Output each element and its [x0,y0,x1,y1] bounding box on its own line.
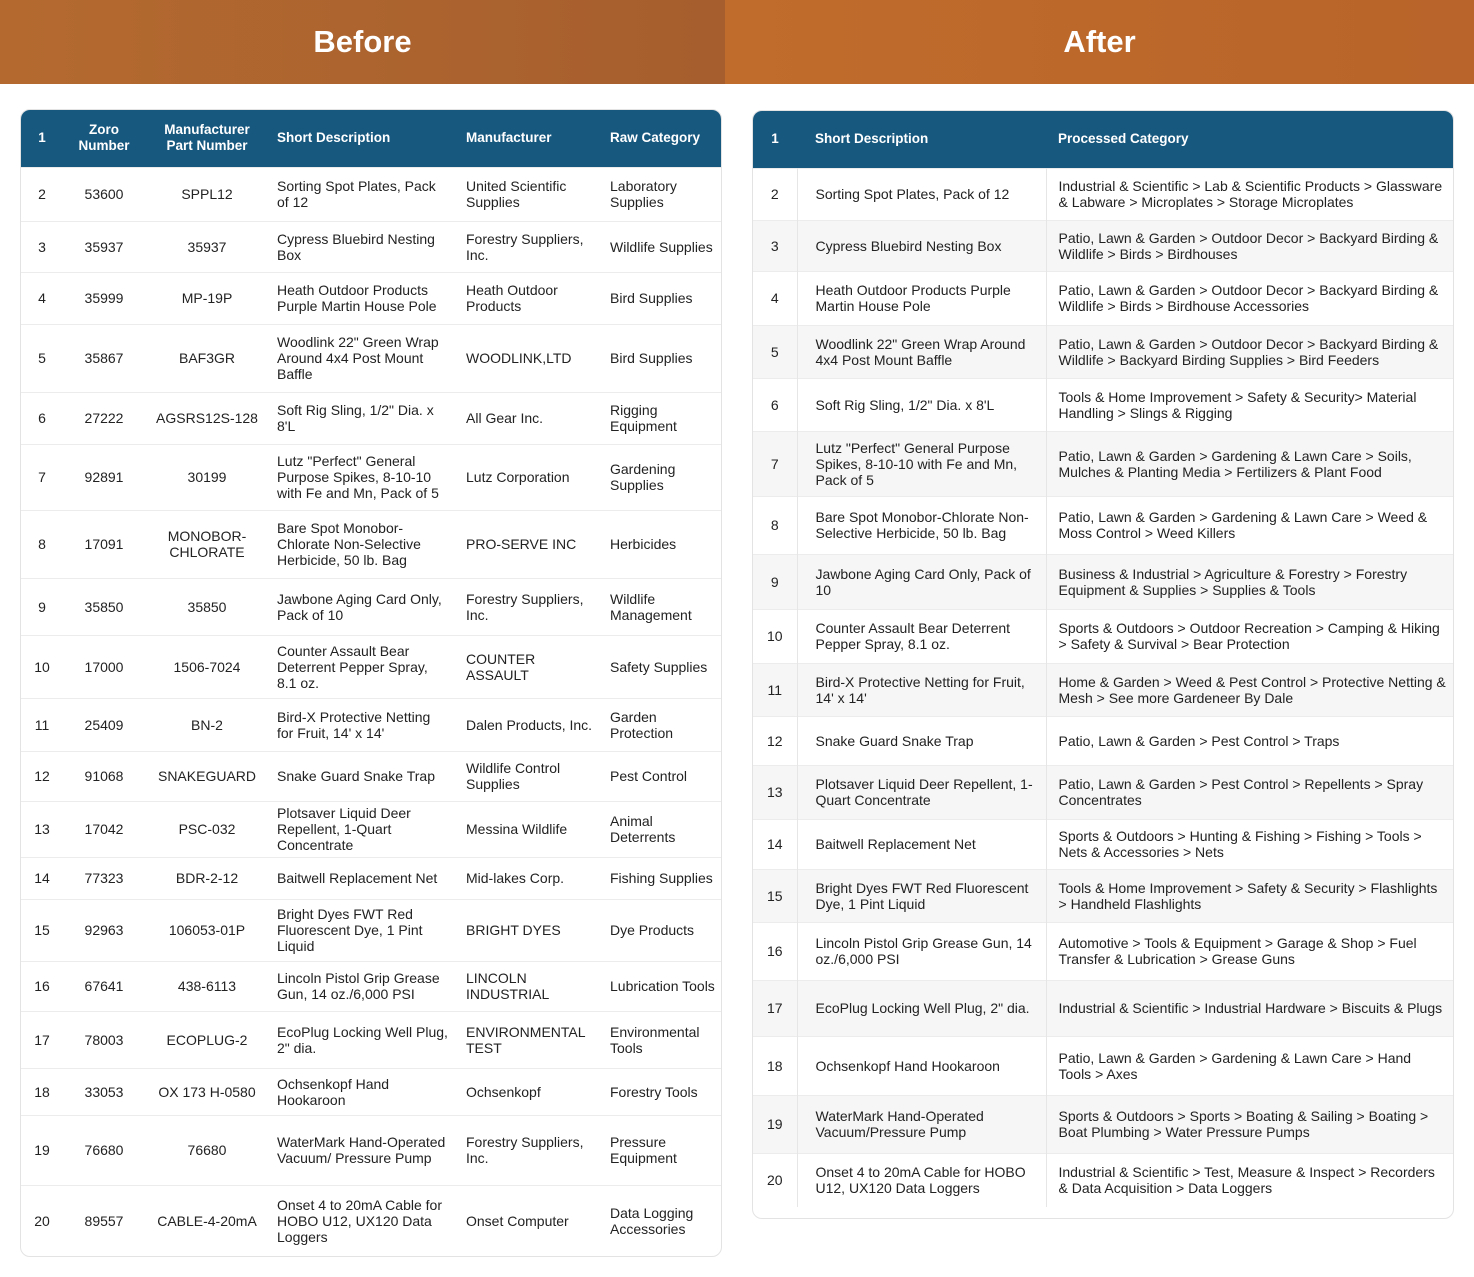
table-row [21,1185,722,1257]
processed-category: Sports & Outdoors > Outdoor Recreation > Camping & Hiking > Safety & Survival > Bear Protection [1046,609,1454,663]
manufacturer: Forestry Suppliers, Inc. [458,221,602,272]
processed-category: Industrial & Scientific > Test, Measure & Inspect > Recorders & Data Acquisition > Data Loggers [1046,1153,1454,1207]
row-number: 19 [753,1095,797,1153]
raw-category: Gardening Supplies [602,444,722,510]
table-row [753,325,1454,378]
after-header-row [753,111,1454,168]
table-row [753,609,1454,663]
zoro-number: 76680 [63,1115,145,1185]
row-number: 13 [21,801,63,857]
short-description: Lutz "Perfect" General Purpose Spikes, 8-10-10 with Fe and Mn, Pack of 5 [797,431,1046,496]
row-number: 6 [753,378,797,431]
manufacturer: Ochsenkopf [458,1068,602,1115]
table-row [753,1095,1454,1153]
row-number: 11 [21,698,63,751]
zoro-number: 92963 [63,899,145,961]
table-row [21,1068,722,1115]
processed-category: Patio, Lawn & Garden > Outdoor Decor > Backyard Birding & Wildlife > Birds > Birdhouses [1046,220,1454,271]
header-num: 1 [38,130,46,146]
table-row [753,220,1454,271]
short-description: Bird-X Protective Netting for Fruit, 14' x 14' [797,663,1046,716]
zoro-number: 33053 [63,1068,145,1115]
zoro-number: 77323 [63,857,145,899]
row-number: 16 [21,961,63,1011]
short-description: Sorting Spot Plates, Pack of 12 [797,168,1046,220]
manufacturer: Mid-lakes Corp. [458,857,602,899]
manufacturer-part-number: 438-6113 [145,961,269,1011]
table-row [21,578,722,635]
table-row [21,857,722,899]
zoro-number: 92891 [63,444,145,510]
header-raw-category: Raw Category [610,130,701,146]
manufacturer: Forestry Suppliers, Inc. [458,1115,602,1185]
zoro-number: 67641 [63,961,145,1011]
short-description: Bright Dyes FWT Red Fluorescent Dye, 1 Pint Liquid [797,869,1046,922]
table-row [21,324,722,392]
zoro-number: 53600 [63,167,145,221]
header-short-description: Short Description [815,131,929,147]
manufacturer: United Scientific Supplies [458,167,602,221]
short-description: Jawbone Aging Card Only, Pack of 10 [797,554,1046,609]
short-description: Counter Assault Bear Deterrent Pepper Spray, 8.1 oz. [797,609,1046,663]
manufacturer: WOODLINK,LTD [458,324,602,392]
table-row [753,431,1454,496]
raw-category: Safety Supplies [602,635,722,698]
zoro-number: 35867 [63,324,145,392]
raw-category: Wildlife Management [602,578,722,635]
processed-category: Patio, Lawn & Garden > Outdoor Decor > Backyard Birding & Wildlife > Birds > Birdhouse Accessories [1046,271,1454,325]
table-row [21,751,722,801]
after-banner [725,0,1474,84]
manufacturer-part-number: OX 173 H-0580 [145,1068,269,1115]
processed-category: Patio, Lawn & Garden > Gardening & Lawn Care > Soils, Mulches & Planting Media > Fertilizers & Plant Food [1046,431,1454,496]
header-manufacturer-part-number: Manufacturer Part Number [164,122,250,154]
table-row [21,167,722,221]
manufacturer: COUNTER ASSAULT [458,635,602,698]
manufacturer-part-number: SNAKEGUARD [145,751,269,801]
short-description: Woodlink 22" Green Wrap Around 4x4 Post Mount Baffle [797,325,1046,378]
table-row [753,980,1454,1036]
manufacturer-part-number: PSC-032 [145,801,269,857]
table-row [753,663,1454,716]
short-description: Onset 4 to 20mA Cable for HOBO U12, UX120 Data Loggers [269,1185,458,1257]
short-description: Bird-X Protective Netting for Fruit, 14' x 14' [269,698,458,751]
table-row [21,698,722,751]
row-number: 17 [753,980,797,1036]
manufacturer-part-number: 30199 [145,444,269,510]
manufacturer: Messina Wildlife [458,801,602,857]
row-number: 14 [21,857,63,899]
manufacturer: ENVIRONMENTAL TEST [458,1011,602,1068]
raw-category: Rigging Equipment [602,392,722,444]
row-number: 19 [21,1115,63,1185]
row-number: 8 [21,510,63,578]
raw-category: Pressure Equipment [602,1115,722,1185]
raw-category: Bird Supplies [602,272,722,324]
processed-category: Patio, Lawn & Garden > Outdoor Decor > Backyard Birding & Wildlife > Backyard Birding Supplies > Bird Feeders [1046,325,1454,378]
short-description: Lutz "Perfect" General Purpose Spikes, 8-10-10 with Fe and Mn, Pack of 5 [269,444,458,510]
row-number: 2 [753,168,797,220]
short-description: Lincoln Pistol Grip Grease Gun, 14 oz./6,000 PSI [269,961,458,1011]
row-number: 7 [753,431,797,496]
short-description: EcoPlug Locking Well Plug, 2" dia. [269,1011,458,1068]
table-row [753,716,1454,765]
raw-category: Data Logging Accessories [602,1185,722,1257]
short-description: Plotsaver Liquid Deer Repellent, 1-Quart Concentrate [797,765,1046,819]
zoro-number: 35937 [63,221,145,272]
table-row [753,869,1454,922]
processed-category: Tools & Home Improvement > Safety & Security> Material Handling > Slings & Rigging [1046,378,1454,431]
manufacturer: Onset Computer [458,1185,602,1257]
processed-category: Patio, Lawn & Garden > Pest Control > Repellents > Spray Concentrates [1046,765,1454,819]
short-description: Plotsaver Liquid Deer Repellent, 1-Quart Concentrate [269,801,458,857]
zoro-number: 17000 [63,635,145,698]
row-number: 2 [21,167,63,221]
table-row [753,819,1454,869]
before-title: Before [313,24,412,59]
short-description: Lincoln Pistol Grip Grease Gun, 14 oz./6,000 PSI [797,922,1046,980]
short-description: Snake Guard Snake Trap [269,751,458,801]
table-row [21,1011,722,1068]
short-description: Baitwell Replacement Net [269,857,458,899]
row-number: 20 [753,1153,797,1207]
raw-category: Dye Products [602,899,722,961]
manufacturer: LINCOLN INDUSTRIAL [458,961,602,1011]
raw-category: Animal Deterrents [602,801,722,857]
processed-category: Patio, Lawn & Garden > Pest Control > Traps [1046,716,1454,765]
processed-category: Patio, Lawn & Garden > Gardening & Lawn Care > Hand Tools > Axes [1046,1036,1454,1095]
row-number: 14 [753,819,797,869]
row-number: 4 [21,272,63,324]
row-number: 12 [21,751,63,801]
row-number: 3 [753,220,797,271]
manufacturer: BRIGHT DYES [458,899,602,961]
row-number: 10 [753,609,797,663]
row-number: 7 [21,444,63,510]
row-number: 10 [21,635,63,698]
manufacturer-part-number: 1506-7024 [145,635,269,698]
row-number: 15 [21,899,63,961]
row-number: 5 [21,324,63,392]
manufacturer-part-number: 106053-01P [145,899,269,961]
table-row [753,1153,1454,1207]
short-description: Bare Spot Monobor-Chlorate Non-Selective Herbicide, 50 lb. Bag [797,496,1046,554]
table-row [753,554,1454,609]
manufacturer-part-number: BDR-2-12 [145,857,269,899]
short-description: WaterMark Hand-Operated Vacuum/Pressure Pump [797,1095,1046,1153]
table-row [21,444,722,510]
row-number: 16 [753,922,797,980]
row-number: 11 [753,663,797,716]
row-number: 9 [21,578,63,635]
after-table [753,111,1454,1207]
processed-category: Industrial & Scientific > Industrial Hardware > Biscuits & Plugs [1046,980,1454,1036]
processed-category: Patio, Lawn & Garden > Gardening & Lawn Care > Weed & Moss Control > Weed Killers [1046,496,1454,554]
row-number: 4 [753,271,797,325]
short-description: Cypress Bluebird Nesting Box [269,221,458,272]
manufacturer: PRO-SERVE INC [458,510,602,578]
table-row [21,272,722,324]
row-number: 18 [21,1068,63,1115]
row-number: 12 [753,716,797,765]
processed-category: Sports & Outdoors > Hunting & Fishing > Fishing > Tools > Nets & Accessories > Nets [1046,819,1454,869]
header-short-description: Short Description [277,130,391,146]
raw-category: Forestry Tools [602,1068,722,1115]
short-description: Jawbone Aging Card Only, Pack of 10 [269,578,458,635]
manufacturer: Heath Outdoor Products [458,272,602,324]
table-row [21,1115,722,1185]
manufacturer-part-number: CABLE-4-20mA [145,1185,269,1257]
short-description: Soft Rig Sling, 1/2" Dia. x 8'L [269,392,458,444]
short-description: Snake Guard Snake Trap [797,716,1046,765]
table-row [753,168,1454,220]
before-table [21,110,722,1257]
row-number: 5 [753,325,797,378]
manufacturer: Forestry Suppliers, Inc. [458,578,602,635]
zoro-number: 78003 [63,1011,145,1068]
manufacturer-part-number: AGSRS12S-128 [145,392,269,444]
short-description: Counter Assault Bear Deterrent Pepper Spray, 8.1 oz. [269,635,458,698]
processed-category: Home & Garden > Weed & Pest Control > Protective Netting & Mesh > See more Gardeneer By Dale [1046,663,1454,716]
table-row [753,496,1454,554]
table-row [21,510,722,578]
after-title: After [1063,24,1136,59]
row-number: 17 [21,1011,63,1068]
processed-category: Tools & Home Improvement > Safety & Security > Flashlights > Handheld Flashlights [1046,869,1454,922]
manufacturer-part-number: ECOPLUG-2 [145,1011,269,1068]
raw-category: Fishing Supplies [602,857,722,899]
zoro-number: 27222 [63,392,145,444]
table-row [753,765,1454,819]
header-num: 1 [771,131,779,147]
manufacturer: Lutz Corporation [458,444,602,510]
table-row [21,961,722,1011]
table-row [21,635,722,698]
after-table-card [752,110,1454,1219]
row-number: 13 [753,765,797,819]
manufacturer-part-number: MONOBOR-CHLORATE [145,510,269,578]
manufacturer-part-number: BAF3GR [145,324,269,392]
zoro-number: 91068 [63,751,145,801]
short-description: Bright Dyes FWT Red Fluorescent Dye, 1 Pint Liquid [269,899,458,961]
raw-category: Lubrication Tools [602,961,722,1011]
raw-category: Pest Control [602,751,722,801]
zoro-number: 17091 [63,510,145,578]
processed-category: Automotive > Tools & Equipment > Garage & Shop > Fuel Transfer & Lubrication > Grease Guns [1046,922,1454,980]
before-table-card [20,109,722,1257]
raw-category: Bird Supplies [602,324,722,392]
manufacturer: All Gear Inc. [458,392,602,444]
row-number: 18 [753,1036,797,1095]
manufacturer: Wildlife Control Supplies [458,751,602,801]
short-description: Sorting Spot Plates, Pack of 12 [269,167,458,221]
raw-category: Wildlife Supplies [602,221,722,272]
row-number: 9 [753,554,797,609]
short-description: WaterMark Hand-Operated Vacuum/ Pressure Pump [269,1115,458,1185]
before-header-row [21,110,722,167]
processed-category: Business & Industrial > Agriculture & Forestry > Forestry Equipment & Supplies > Supplies & Tools [1046,554,1454,609]
manufacturer-part-number: MP-19P [145,272,269,324]
zoro-number: 89557 [63,1185,145,1257]
table-row [753,378,1454,431]
short-description: Onset 4 to 20mA Cable for HOBO U12, UX120 Data Loggers [797,1153,1046,1207]
raw-category: Garden Protection [602,698,722,751]
row-number: 8 [753,496,797,554]
row-number: 20 [21,1185,63,1257]
row-number: 15 [753,869,797,922]
manufacturer-part-number: 35850 [145,578,269,635]
short-description: Heath Outdoor Products Purple Martin House Pole [269,272,458,324]
short-description: Ochsenkopf Hand Hookaroon [797,1036,1046,1095]
table-row [21,801,722,857]
short-description: Heath Outdoor Products Purple Martin House Pole [797,271,1046,325]
short-description: Baitwell Replacement Net [797,819,1046,869]
manufacturer: Dalen Products, Inc. [458,698,602,751]
table-row [21,392,722,444]
header-zoro-number: Zoro Number [78,122,130,154]
row-number: 3 [21,221,63,272]
table-row [21,221,722,272]
raw-category: Environmental Tools [602,1011,722,1068]
manufacturer-part-number: SPPL12 [145,167,269,221]
short-description: Woodlink 22" Green Wrap Around 4x4 Post Mount Baffle [269,324,458,392]
manufacturer-part-number: 35937 [145,221,269,272]
before-banner [0,0,725,84]
raw-category: Laboratory Supplies [602,167,722,221]
table-row [753,1036,1454,1095]
short-description: Soft Rig Sling, 1/2" Dia. x 8'L [797,378,1046,431]
header-processed-category: Processed Category [1058,131,1189,147]
table-row [753,922,1454,980]
zoro-number: 35999 [63,272,145,324]
short-description: Cypress Bluebird Nesting Box [797,220,1046,271]
header-manufacturer: Manufacturer [466,130,552,146]
short-description: Ochsenkopf Hand Hookaroon [269,1068,458,1115]
processed-category: Industrial & Scientific > Lab & Scientific Products > Glassware & Labware > Microplates > Storage Microplates [1046,168,1454,220]
raw-category: Herbicides [602,510,722,578]
manufacturer-part-number: 76680 [145,1115,269,1185]
row-number: 6 [21,392,63,444]
zoro-number: 25409 [63,698,145,751]
short-description: Bare Spot Monobor-Chlorate Non-Selective Herbicide, 50 lb. Bag [269,510,458,578]
manufacturer-part-number: BN-2 [145,698,269,751]
short-description: EcoPlug Locking Well Plug, 2" dia. [797,980,1046,1036]
table-row [753,271,1454,325]
table-row [21,899,722,961]
zoro-number: 17042 [63,801,145,857]
processed-category: Sports & Outdoors > Sports > Boating & Sailing > Boating > Boat Plumbing > Water Pressure Pumps [1046,1095,1454,1153]
zoro-number: 35850 [63,578,145,635]
